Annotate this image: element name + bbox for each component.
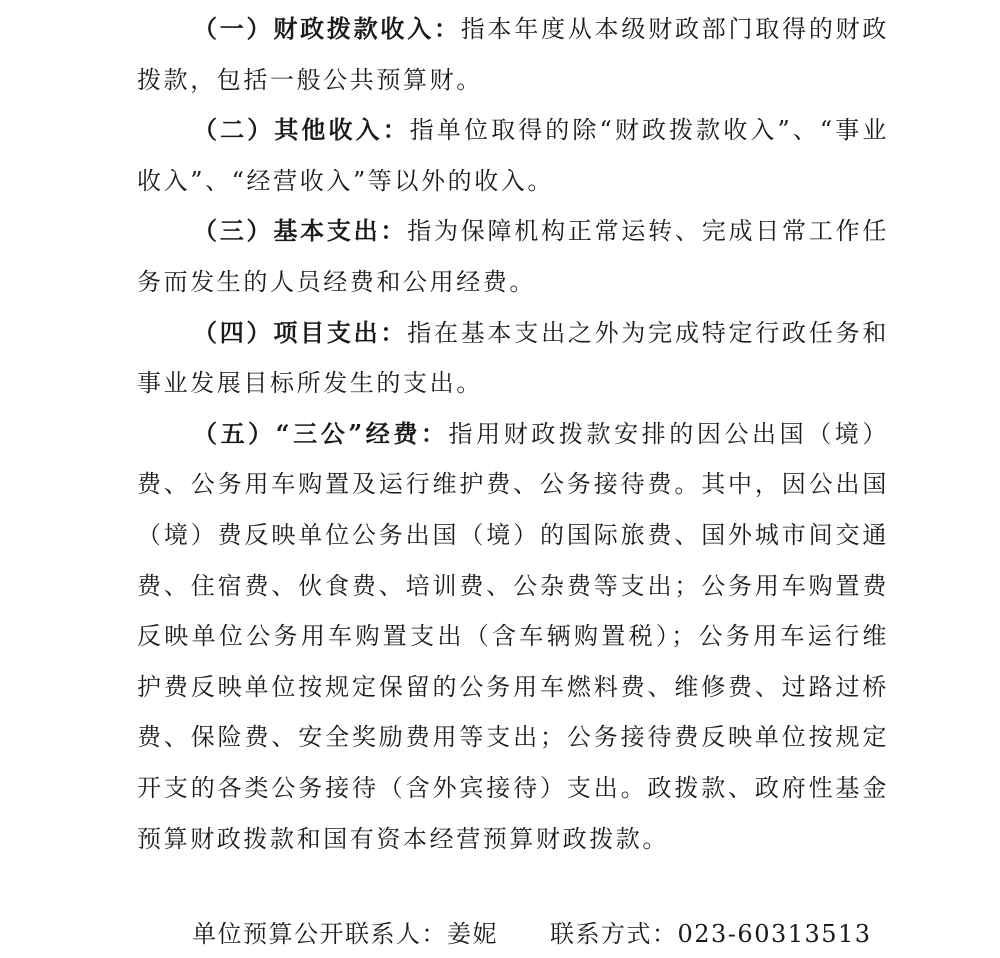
definition-term-2: （二）其他收入： bbox=[193, 115, 410, 145]
definition-paragraph-3 bbox=[137, 206, 889, 307]
definition-paragraph-4 bbox=[137, 308, 889, 409]
definition-term-5: （五）“三公”经费： bbox=[193, 418, 449, 448]
document-body bbox=[137, 4, 889, 864]
definition-term-4: （四）项目支出： bbox=[193, 317, 408, 347]
definition-text-2: 指单位取得的除“财政拨款收入”、“事业收入”、“经营收入”等以外的收入。 bbox=[137, 116, 889, 195]
definition-term-1: （一）财政拨款收入： bbox=[193, 14, 461, 43]
definition-text-1: 指本年度从本级财政部门取得的财政拨款，包括一般公共预算财。 bbox=[137, 15, 889, 94]
definition-paragraph-1 bbox=[137, 4, 889, 105]
definition-term-3: （三）基本支出： bbox=[193, 216, 408, 246]
contact-method-label: 联系方式： bbox=[550, 920, 678, 948]
contact-line bbox=[192, 912, 872, 956]
definition-text-3: 指为保障机构正常运转、完成日常工作任务而发生的人员经费和公用经费。 bbox=[137, 217, 889, 296]
definition-paragraph-2 bbox=[137, 105, 889, 206]
contact-person-label: 单位预算公开联系人： bbox=[192, 920, 447, 948]
contact-person-name: 姜妮 bbox=[447, 920, 498, 948]
contact-phone: 023-60313513 bbox=[677, 920, 872, 948]
definition-text-5: 指用财政拨款安排的因公出国（境）费、公务用车购置及运行维护费、公务接待费。其中，因公出国（境）费反映单位公务出国（境）的国际旅费、国外城市间交通费、住宿费、伙食费、培训费、公杂费等支出；公务用车购置费反映单位公务用车购置支出（含车辆购置税）；公务用车运行维护费反映单位按规定保留的公务用车燃料费、维修费、过路过桥费、保险费、安全奖励费用等支出；公务接待费反映单位按规定开支的各类公务接待（含外宾接待）支出。政拨款、政府性基金预算财政拨款和国有资本经营预算财政拨款。 bbox=[137, 419, 889, 853]
definition-text-4: 指在基本支出之外为完成特定行政任务和事业发展目标所发生的支出。 bbox=[137, 318, 889, 398]
definition-paragraph-5 bbox=[137, 409, 889, 864]
